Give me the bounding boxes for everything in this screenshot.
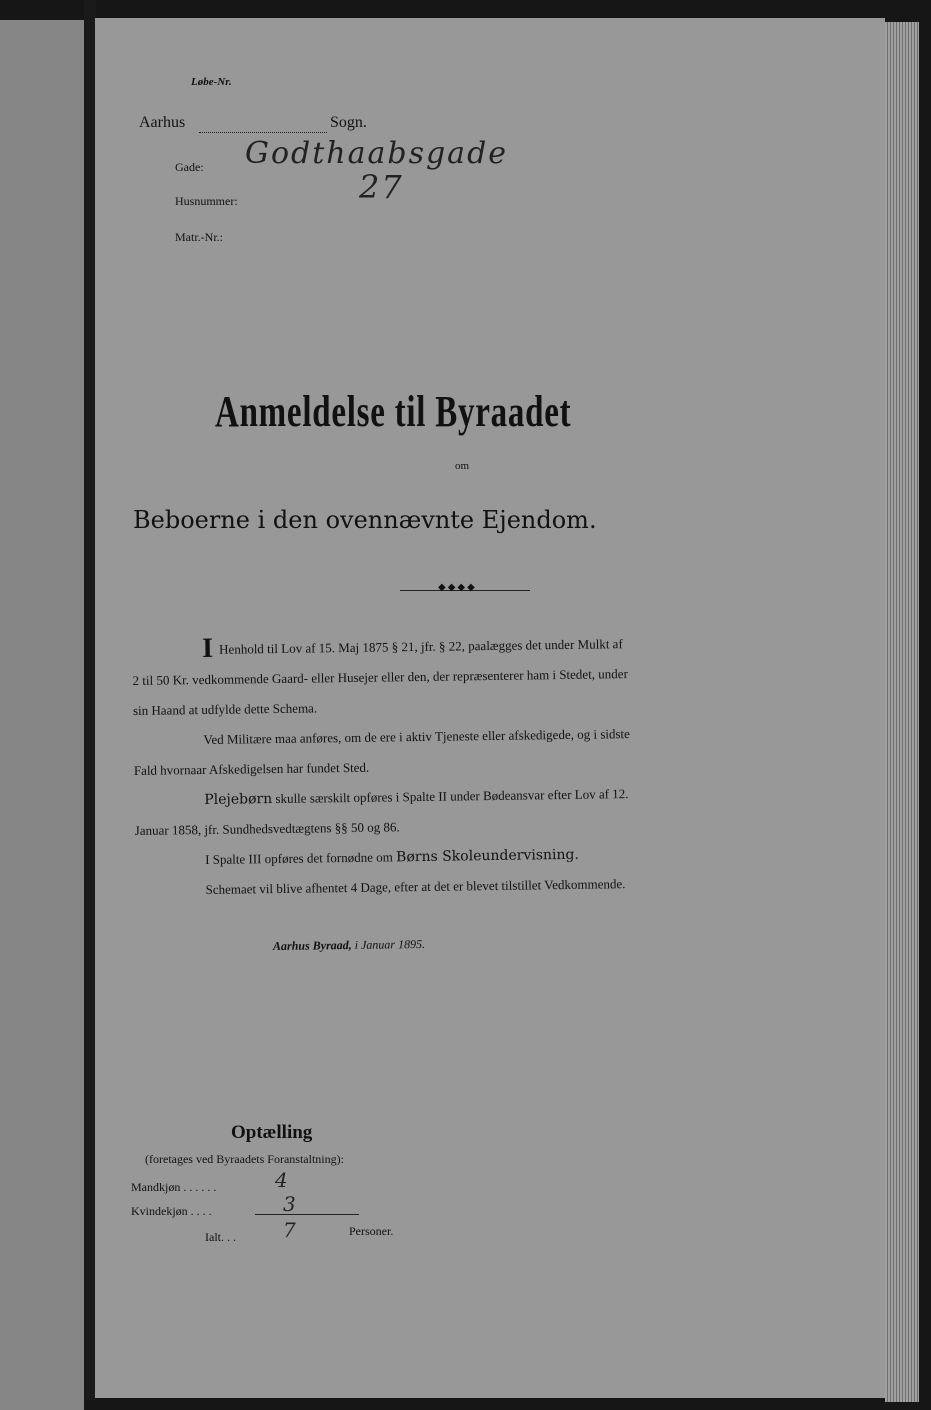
kvindekjon-value: 3 — [283, 1192, 298, 1216]
ialt-label: Ialt. . . — [205, 1230, 236, 1244]
gade-handwritten-value: Godthaabsgade — [245, 136, 509, 171]
matr-nr-label: Matr.-Nr.: — [175, 230, 223, 244]
count-subtitle: (foretages ved Byraadets Foranstaltning): — [145, 1152, 344, 1166]
ornament-dots: ◆◆◆◆ — [438, 582, 477, 593]
city-label: Aarhus — [139, 114, 186, 131]
sum-rule — [255, 1214, 359, 1215]
mandkjon-label: Mandkjøn . . . . . . — [131, 1180, 217, 1194]
p3-line1-rest: skulle særskilt opføres i Spalte II under Bødeansvar efter Lov af 12. — [275, 786, 629, 807]
husnummer-label: Husnummer: — [175, 194, 238, 208]
p3-line2: Januar 1858, jfr. Sundhedsvedtægtens §§ 50 og 86. — [134, 819, 400, 838]
p5-line1: Schemaet vil blive afhentet 4 Dage, efter at det er blevet tilstillet Vedkommende. — [205, 876, 626, 897]
document-page — [95, 18, 885, 1398]
husnummer-handwritten-value: 27 — [359, 168, 404, 206]
om-label: om — [455, 460, 470, 472]
p2-line2: Fald hvornaar Afskedigelsen har fundet Sted. — [133, 759, 370, 778]
p4-start: I Spalte III opføres det fornødne om — [205, 849, 393, 868]
p2-line1: Ved Militære maa anføres, om de ere i aktiv Tjeneste eller afskedigede, og i sidste — [203, 726, 630, 748]
personer-label: Personer. — [349, 1224, 394, 1238]
signature-date: i Januar 1895. — [354, 936, 426, 952]
sogn-dotted-line — [199, 120, 327, 133]
signature-name: Aarhus Byraad, — [272, 937, 352, 954]
gade-label: Gade: — [175, 160, 204, 174]
count-title: Optælling — [231, 1122, 313, 1143]
left-page-edge — [0, 20, 84, 1410]
mandkjon-value: 4 — [275, 1168, 290, 1192]
signature — [273, 937, 425, 954]
sogn-label: Sogn. — [330, 114, 367, 131]
ialt-value: 7 — [283, 1218, 298, 1242]
instructions-text — [132, 627, 808, 906]
p1-line1: Henhold til Lov af 15. Maj 1875 § 21, jfr. § 22, paalægges det under Mulkt af — [218, 636, 623, 657]
page-title: Anmeldelse til Byraadet — [215, 387, 572, 436]
p4-spaced: Børns Skoleundervisning. — [395, 846, 579, 866]
p1-line3: sin Haand at udfylde dette Schema. — [132, 700, 318, 718]
dropcap: I — [201, 632, 214, 665]
kvindekjon-label: Kvindekjøn . . . . — [131, 1204, 212, 1218]
p3-plejeborn: Plejebørn — [204, 791, 273, 809]
p1-line2: 2 til 50 Kr. vedkommende Gaard- eller Husejer eller den, der repræsenterer ham i Stedet, under — [132, 666, 628, 688]
lobe-nr-label: Løbe-Nr. — [191, 76, 232, 88]
page-stack-edges — [885, 22, 919, 1402]
page-subtitle: Beboerne i den ovennævnte Ejendom. — [133, 506, 597, 534]
